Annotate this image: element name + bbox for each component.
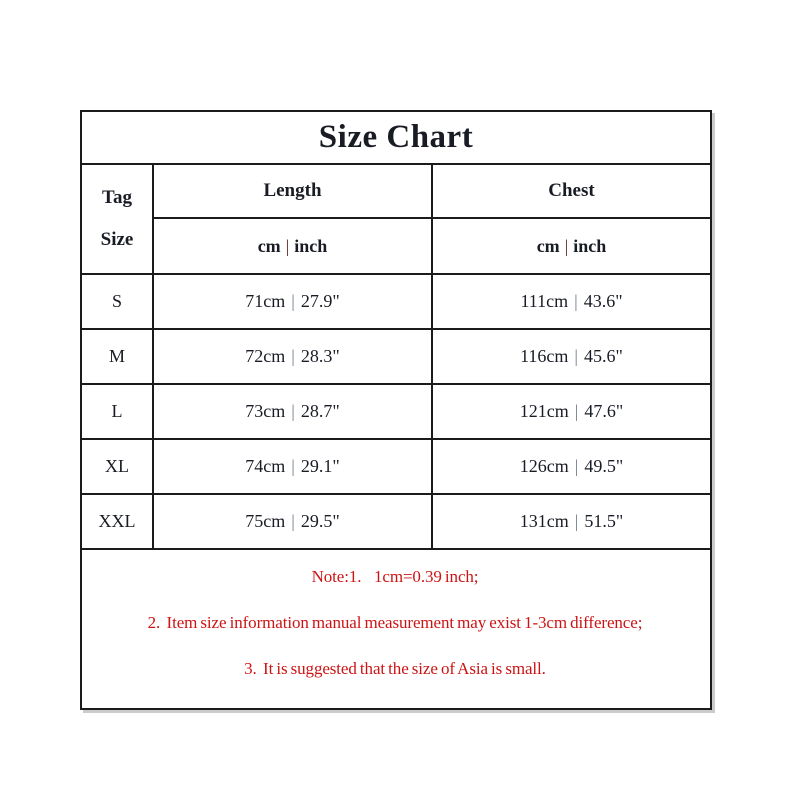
value-separator: | — [574, 291, 578, 311]
unit-separator: | — [285, 235, 290, 256]
length-value-cell — [153, 274, 432, 329]
size-tag-cell: S — [81, 274, 153, 329]
notes-section — [81, 549, 711, 709]
chest-value-cell — [432, 384, 711, 439]
length-cm-value: 71cm — [245, 291, 286, 311]
length-value-cell — [153, 494, 432, 549]
length-cm-value: 75cm — [245, 511, 286, 531]
length-value-cell — [153, 384, 432, 439]
chest-inch-value: 51.5" — [584, 511, 624, 531]
size-row-xxl — [81, 494, 711, 549]
length-inch-value: 27.9" — [300, 291, 340, 311]
size-row-s — [81, 274, 711, 329]
chest-inch-value: 43.6" — [583, 291, 623, 311]
chest-unit-cm: cm — [536, 235, 560, 256]
tag-size-header — [81, 164, 153, 274]
size-tag-cell: XL — [81, 439, 153, 494]
chest-value-cell — [432, 439, 711, 494]
chest-value-cell — [432, 274, 711, 329]
note-line-1: Note:1. 1cm=0.39 inch; — [311, 567, 479, 586]
size-tag-cell: M — [81, 329, 153, 384]
note-line-3: 3. It is suggested that the size of Asia is small. — [244, 659, 546, 678]
size-chart-title: Size Chart — [81, 111, 711, 164]
chest-cm-value: 121cm — [519, 401, 569, 421]
length-inch-value: 29.5" — [300, 511, 340, 531]
value-separator: | — [291, 511, 295, 531]
chest-unit-header — [432, 218, 711, 274]
size-chart-container — [80, 110, 712, 710]
size-tag-cell: XXL — [81, 494, 153, 549]
chest-inch-value: 45.6" — [584, 346, 623, 366]
value-separator: | — [291, 401, 295, 421]
chest-cm-value: 131cm — [519, 511, 569, 531]
chest-inch-value: 49.5" — [584, 456, 624, 476]
length-value-cell — [153, 439, 432, 494]
chest-unit-inch: inch — [573, 235, 607, 256]
length-value-cell — [153, 329, 432, 384]
length-inch-value: 28.3" — [300, 346, 340, 366]
value-separator: | — [291, 346, 295, 366]
size-row-xl — [81, 439, 711, 494]
size-row-l — [81, 384, 711, 439]
chest-value-cell — [432, 494, 711, 549]
note-line-2: 2. Item size information manual measurement may exist 1-3cm difference; — [147, 613, 643, 632]
length-cm-value: 73cm — [245, 401, 286, 421]
value-separator: | — [291, 291, 295, 311]
tag-size-header-line2: Size — [100, 229, 134, 250]
size-chart-table — [80, 110, 712, 710]
measure-header-row — [81, 164, 711, 218]
value-separator: | — [574, 346, 579, 366]
tag-size-header-line1: Tag — [102, 187, 132, 208]
value-separator: | — [574, 511, 579, 531]
value-separator: | — [291, 456, 295, 476]
unit-separator: | — [564, 235, 569, 256]
value-separator: | — [574, 456, 579, 476]
chest-cm-value: 116cm — [520, 346, 569, 366]
value-separator: | — [574, 401, 579, 421]
notes-row — [81, 549, 711, 709]
length-unit-inch: inch — [294, 235, 328, 256]
size-tag-cell: L — [81, 384, 153, 439]
unit-header-row — [81, 218, 711, 274]
chest-value-cell — [432, 329, 711, 384]
length-cm-value: 74cm — [245, 456, 286, 476]
chest-cm-value: 111cm — [520, 291, 569, 311]
length-header: Length — [153, 164, 432, 218]
title-row — [81, 111, 711, 164]
length-unit-cm: cm — [257, 235, 281, 256]
chest-header: Chest — [432, 164, 711, 218]
chest-cm-value: 126cm — [519, 456, 569, 476]
chest-inch-value: 47.6" — [584, 401, 624, 421]
length-cm-value: 72cm — [245, 346, 286, 366]
length-inch-value: 29.1" — [300, 456, 340, 476]
size-row-m — [81, 329, 711, 384]
length-inch-value: 28.7" — [300, 401, 340, 421]
length-unit-header — [153, 218, 432, 274]
